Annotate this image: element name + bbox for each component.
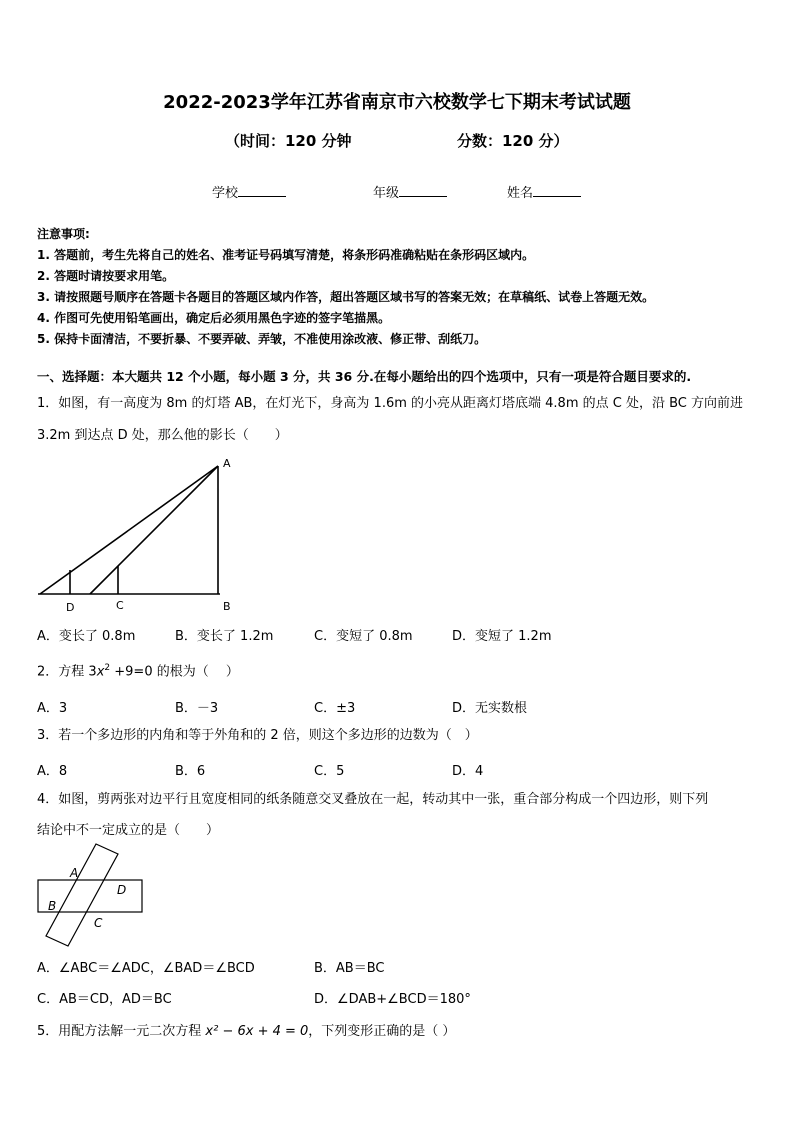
q4-option-b[interactable]: B．AB＝BC xyxy=(314,961,385,976)
q3-option-d[interactable]: D．4 xyxy=(452,764,484,779)
q3-option-a[interactable]: A．8 xyxy=(37,764,68,779)
q4-text-line1: 4．如图，剪两张对边平行且宽度相同的纸条随意交叉叠放在一起，转动其中一张，重合部分构成一个四边形，则下列 xyxy=(37,792,709,807)
q1-figure xyxy=(30,452,250,617)
school-blank[interactable] xyxy=(238,184,286,197)
label-c: C xyxy=(116,599,124,612)
q2-option-a[interactable]: A．3 xyxy=(37,701,68,716)
q4-option-c[interactable]: C．AB＝CD，AD＝BC xyxy=(37,992,172,1007)
label-d: D xyxy=(66,601,75,614)
q5-equation: x² − 6x + 4 = 0 xyxy=(205,1024,309,1039)
slanted-strip xyxy=(46,844,118,946)
school-field xyxy=(212,182,286,201)
q5-text xyxy=(37,1016,455,1048)
q5-prefix: 5．用配方法解一元二次方程 xyxy=(37,1024,206,1039)
q1-option-a[interactable]: A．变长了 0.8m xyxy=(37,629,136,644)
q2-option-d[interactable]: D．无实数根 xyxy=(452,701,528,716)
q2-variable: x xyxy=(96,664,105,680)
q2-option-c[interactable]: C．±3 xyxy=(314,701,356,716)
exam-score: 分数：120 分） xyxy=(457,132,569,150)
q4-figure xyxy=(30,840,150,950)
page-title: 2022-2023学年江苏省南京市六校数学七下期末考试试题 xyxy=(163,92,631,113)
q4-option-d[interactable]: D．∠DAB+∠BCD＝180° xyxy=(314,992,471,1007)
grade-label: 年级 xyxy=(373,186,400,201)
q1-option-d[interactable]: D．变短了 1.2m xyxy=(452,629,552,644)
q2-text xyxy=(37,652,239,688)
label-b: B xyxy=(48,899,57,913)
name-blank[interactable] xyxy=(533,184,581,197)
exam-time: （时间：120 分钟 xyxy=(225,132,352,150)
q3-option-c[interactable]: C．5 xyxy=(314,764,345,779)
note-item: 4. 作图可先使用铅笔画出，确定后必须用黑色字迹的签字笔描黑。 xyxy=(37,311,391,325)
section-heading: 一、选择题：本大题共 12 个小题，每小题 3 分，共 36 分.在每小题给出的四个选项中，只有一项是符合题目要求的. xyxy=(37,369,692,384)
q1-option-c[interactable]: C．变短了 0.8m xyxy=(314,629,413,644)
q1-option-b[interactable]: B．变长了 1.2m xyxy=(175,629,274,644)
name-label: 姓名 xyxy=(507,186,534,201)
q2-exponent: 2 xyxy=(104,663,111,673)
notes-block xyxy=(37,224,654,350)
light-ray-c xyxy=(90,466,218,594)
notes-heading: 注意事项: xyxy=(37,227,90,241)
label-a: A xyxy=(223,457,231,470)
label-c: C xyxy=(94,916,103,930)
q2-option-b[interactable]: B．－3 xyxy=(175,701,219,716)
q2-suffix: +9=0 的根为（ ） xyxy=(110,664,239,680)
note-item: 5. 保持卡面清洁，不要折暴、不要弄破、弄皱，不准使用涂改液、修正带、刮纸刀。 xyxy=(37,332,487,346)
note-item: 3. 请按照题号顺序在答题卡各题目的答题区域内作答，超出答题区域书写的答案无效；在草稿纸、试卷上答题无效。 xyxy=(37,290,655,304)
q1-text-line1: 1．如图，有一高度为 8m 的灯塔 AB，在灯光下，身高为 1.6m 的小亮从距离灯塔底端 4.8m 的点 C 处，沿 BC 方向前进 xyxy=(37,396,743,411)
school-label: 学校 xyxy=(212,186,239,201)
q4-text-line2: 结论中不一定成立的是（ ） xyxy=(37,823,220,838)
q3-option-b[interactable]: B．6 xyxy=(175,764,206,779)
label-a: A xyxy=(70,866,79,880)
q1-text-line2: 3.2m 到达点 D 处，那么他的影长（ ） xyxy=(37,428,288,443)
q3-text: 3．若一个多边形的内角和等于外角和的 2 倍，则这个多边形的边数为（ ） xyxy=(37,728,478,743)
note-item: 2. 答题时请按要求用笔。 xyxy=(37,269,175,283)
name-field xyxy=(507,182,581,201)
q5-suffix: ，下列变形正确的是（ ） xyxy=(308,1024,456,1039)
label-d: D xyxy=(117,883,127,897)
q4-option-a[interactable]: A．∠ABC＝∠ADC，∠BAD＝∠BCD xyxy=(37,961,255,976)
note-item: 1. 答题前，考生先将自己的姓名、准考证号码填写清楚，将条形码准确粘贴在条形码区域内。 xyxy=(37,248,535,262)
q2-prefix: 2．方程 3 xyxy=(37,664,97,680)
label-b: B xyxy=(223,600,231,613)
grade-field xyxy=(373,182,447,201)
grade-blank[interactable] xyxy=(399,184,447,197)
light-ray-d xyxy=(40,466,218,594)
